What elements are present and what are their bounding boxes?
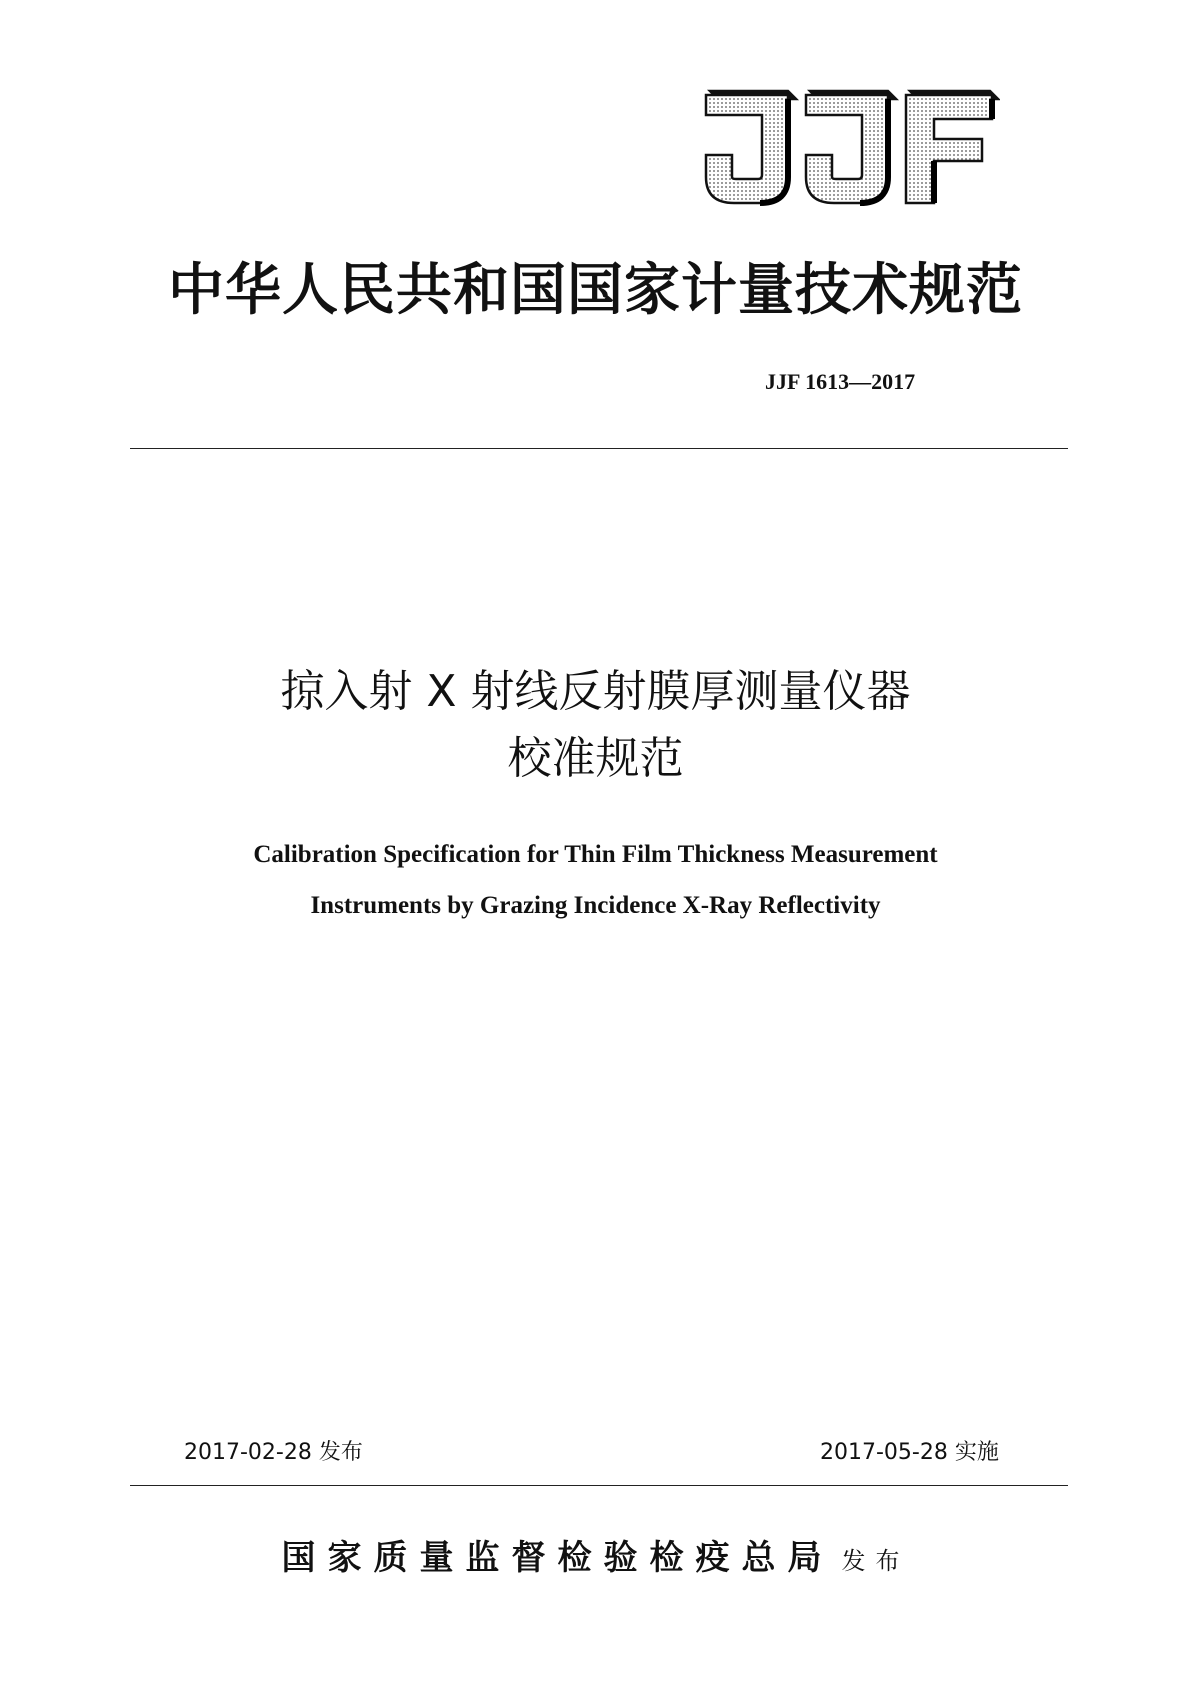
top-divider: [130, 448, 1068, 449]
title-en-line2: Instruments by Grazing Incidence X-Ray Reflectivity: [310, 892, 881, 919]
title-en-line1: Calibration Specification for Thin Film Thickness Measurement: [253, 841, 938, 868]
implementation-date: 2017-05-28 实施: [820, 1440, 999, 1465]
logo-letter-f: [906, 95, 992, 203]
logo-letter-j2: [806, 95, 888, 203]
publisher: [0, 1530, 1191, 1579]
jjf-logo: [700, 85, 1000, 210]
org-title: 中华人民共和国国家计量技术规范: [168, 257, 1023, 323]
document-code: JJF 1613—2017: [765, 369, 916, 394]
bottom-divider: [130, 1485, 1068, 1486]
issue-date: 2017-02-28 发布: [184, 1440, 363, 1465]
logo-letter-j1: [706, 95, 788, 203]
publisher-name: 国家质量监督检验检疫总局: [281, 1538, 834, 1578]
title-cn-line1: 掠入射 X 射线反射膜厚测量仪器: [280, 666, 911, 717]
publisher-suffix: 发布: [841, 1547, 910, 1575]
title-cn-line2: 校准规范: [507, 733, 684, 784]
